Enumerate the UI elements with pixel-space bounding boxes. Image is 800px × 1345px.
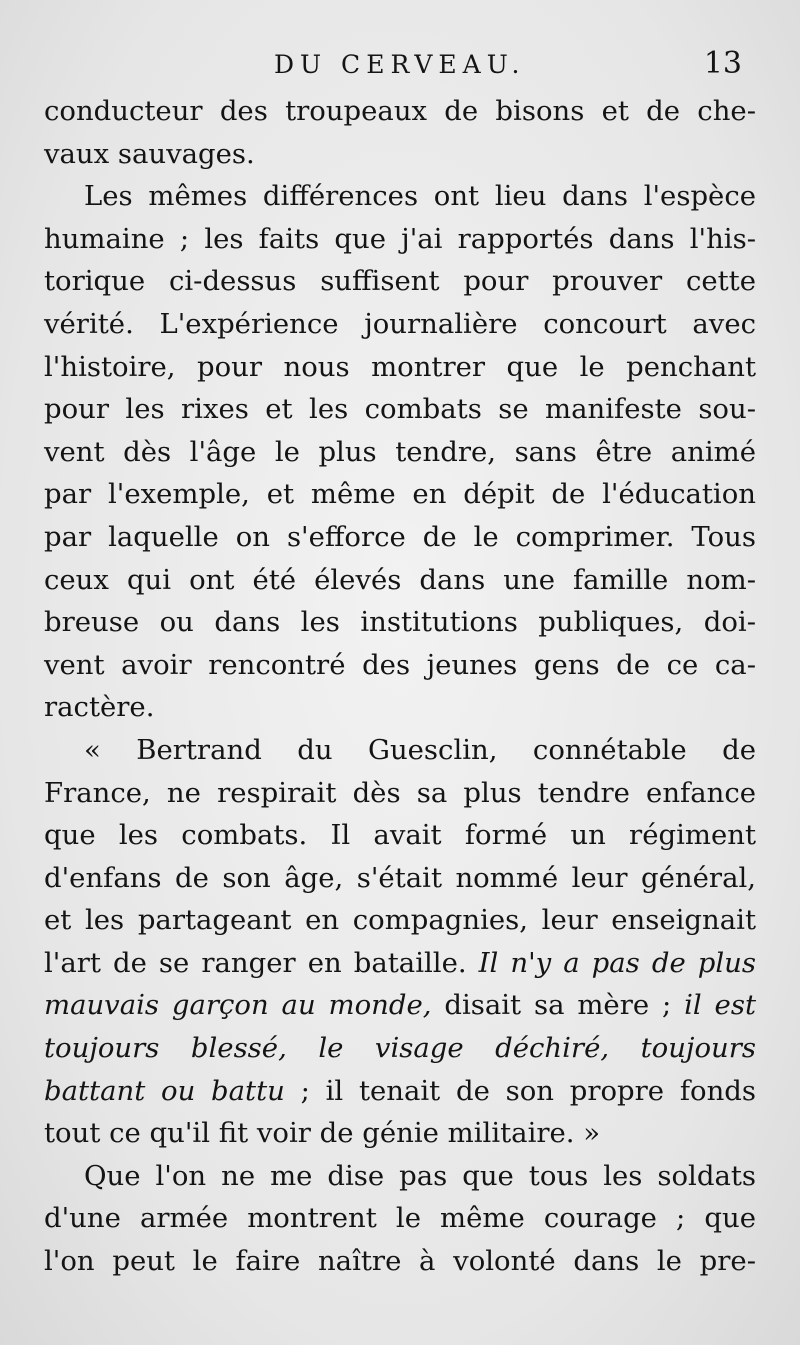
text-line: et les partageant en compagnies, leur enseignait bbox=[44, 904, 756, 937]
text-line: Les mêmes différences ont lieu dans l'espèce bbox=[84, 180, 756, 213]
text-line: France, ne respirait dès sa plus tendre enfance bbox=[44, 776, 756, 809]
text-line: que les combats. Il avait formé un régiment bbox=[44, 819, 756, 852]
text-line: l'on peut le faire naître à volonté dans le pre- bbox=[44, 1245, 756, 1278]
text-line: vent dès l'âge le plus tendre, sans être animé bbox=[44, 435, 756, 468]
text-line: pour les rixes et les combats se manifeste sou- bbox=[44, 393, 756, 426]
text-line: Que l'on ne me dise pas que tous les soldats bbox=[84, 1159, 756, 1192]
text-italic: il est bbox=[684, 989, 756, 1022]
text-line: vérité. L'expérience journalière concourt avec bbox=[44, 307, 756, 340]
text-line: conducteur des troupeaux de bisons et de che- bbox=[44, 95, 756, 127]
text-line: l'histoire, pour nous montrer que le penchant bbox=[44, 350, 756, 383]
text-line: par laquelle on s'efforce de le comprimer. Tous bbox=[44, 520, 756, 553]
page-number: 13 bbox=[703, 46, 742, 81]
text-italic: Il n'y a pas de plus bbox=[478, 946, 756, 979]
text-line: ceux qui ont été élevés dans une famille nom- bbox=[44, 563, 756, 596]
text-roman: ; il tenait de son propre fonds bbox=[284, 1074, 756, 1107]
running-head bbox=[0, 46, 800, 80]
text-roman: disait sa mère ; bbox=[431, 989, 685, 1022]
body-text bbox=[44, 90, 756, 1283]
text-line: breuse ou dans les institutions publiques, doi- bbox=[44, 606, 756, 639]
text-line: « Bertrand du Guesclin, connétable de bbox=[84, 733, 756, 766]
text-roman: l'art de se ranger en bataille. bbox=[44, 946, 479, 979]
text-italic: toujours blessé, le visage déchiré, toujours bbox=[44, 1032, 756, 1065]
running-title: DU CERVEAU. bbox=[274, 50, 526, 79]
text-line: humaine ; les faits que j'ai rapportés dans l'his- bbox=[44, 222, 756, 255]
text-line bbox=[44, 942, 756, 985]
text-line: ractère. bbox=[44, 691, 155, 724]
text-line: d'une armée montrent le même courage ; que bbox=[44, 1202, 756, 1235]
text-line bbox=[44, 984, 756, 1027]
text-line: par l'exemple, et même en dépit de l'éducation bbox=[44, 478, 756, 511]
text-line: tout ce qu'il fit voir de génie militaire. » bbox=[44, 1117, 601, 1150]
text-line: vaux sauvages. bbox=[44, 137, 255, 170]
text-italic: mauvais garçon au monde, bbox=[44, 989, 432, 1022]
text-line bbox=[44, 1070, 756, 1113]
text-line bbox=[44, 1027, 756, 1070]
text-line: d'enfans de son âge, s'était nommé leur général, bbox=[44, 861, 756, 894]
text-line: torique ci-dessus suffisent pour prouver cette bbox=[44, 265, 756, 298]
text-italic: battant ou battu bbox=[44, 1074, 285, 1107]
text-line: vent avoir rencontré des jeunes gens de ce ca- bbox=[44, 648, 756, 681]
